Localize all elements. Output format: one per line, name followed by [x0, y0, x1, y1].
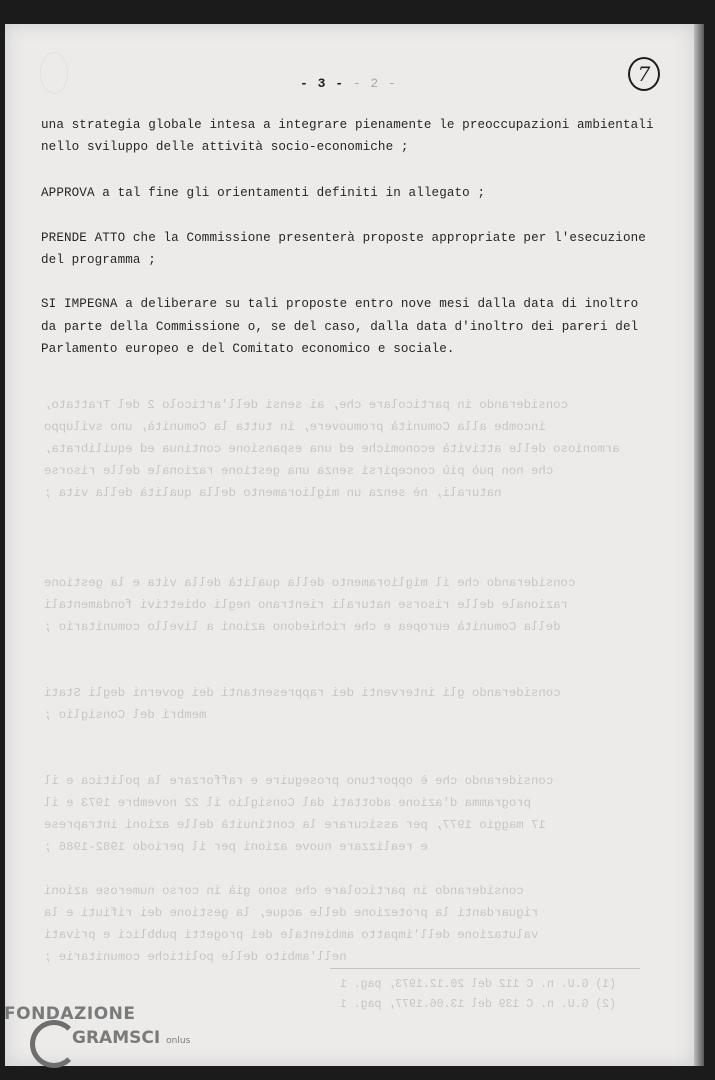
bleed-line: incombe alla Comunità promuovere, in tutta la Comunità, uno sviluppo [44, 420, 546, 434]
bleed-line: considerando in particolare che sono già in corso numerose azioni [44, 884, 524, 898]
fondazione-gramsci-logo [4, 1004, 191, 1048]
text-line: nello sviluppo delle attività socio-economiche ; [41, 140, 409, 154]
bleed-line: considerando gli interventi dei rappresentanti dei governi degli Stati [44, 686, 561, 700]
bleed-line: della Comunità europea e che richiedono azioni a livello comunitario ; [44, 620, 561, 634]
bleed-line: programma d'azione adottati dal Consiglio il 22 novembre 1973 e il [44, 796, 532, 810]
text-line: da parte della Commissione o, se del caso, dalla data d'inoltro dei pareri del [41, 320, 639, 334]
text-line: Parlamento europeo e del Comitato economico e sociale. [41, 342, 455, 356]
page-number: - 3 - - 2 - [300, 76, 397, 91]
logo-line-2: GRAMSCI onlus [72, 1028, 191, 1048]
logo-g-icon [30, 1020, 78, 1068]
bleed-line: membri del Consiglio ; [44, 708, 207, 722]
text-line: PRENDE ATTO che la Commissione presenterà proposte appropriate per l'esecuzione [41, 231, 646, 245]
faint-page-number: - 2 - [352, 76, 397, 91]
logo-suffix: onlus [166, 1036, 191, 1046]
bleed-line: razionale delle risorse naturali rientrano negli obiettivi fondamentali [44, 598, 568, 612]
text-line: SI IMPEGNA a deliberare su tali proposte entro nove mesi dalla data di inoltro [41, 297, 639, 311]
text-line: una strategia globale intesa a integrare pienamente le preoccupazioni ambientali [41, 118, 654, 132]
faint-stamp-mark [40, 52, 68, 94]
bleed-footnote: (1) G.U. n. C 112 del 20.12.1973, pag. 1 [340, 978, 617, 991]
bleed-line: nell'ambito delle politiche comunitarie ; [44, 950, 347, 964]
text-line: del programma ; [41, 253, 156, 267]
bleed-line: e realizzare nuove azioni per il periodo 1982-1986 ; [44, 840, 428, 854]
bleed-line: 17 maggio 1977, per assicurare la continuità delle azioni intraprese [44, 818, 546, 832]
logo-line-1: FONDAZIONE [4, 1004, 136, 1024]
page-edge [694, 24, 704, 1066]
circled-page-number: 7 [628, 57, 660, 91]
bleed-line: considerando che è opportuno proseguire e rafforzare la politica e il [44, 774, 554, 788]
bleed-footnote-rule [330, 968, 640, 969]
bleed-line: naturali, nè senza un miglioramento della qualità della vita ; [44, 486, 502, 500]
bleed-line: valutazione dell'impatto ambientale dei progetti pubblici e privati [44, 928, 539, 942]
text-line: APPROVA a tal fine gli orientamenti definiti in allegato ; [41, 186, 486, 200]
bleed-line: considerando che il miglioramento della qualità della vita e la gestione [44, 576, 576, 590]
bleed-line: che non può più concepirsi senza una gestione razionale delle risorse [44, 464, 554, 478]
bleed-line: considerando in particolare che, ai sensi dell'articolo 2 del Trattato, [44, 398, 568, 412]
bleed-footnote: (2) G.U. n. C 139 del 13.06.1977, pag. 1 [340, 998, 617, 1011]
bleed-line: riguardanti la protezione delle acque, la gestione dei rifiuti e la [44, 906, 539, 920]
bleed-line: armonioso delle attività economiche ed una espansione continua ed equilibrata, [44, 442, 620, 456]
